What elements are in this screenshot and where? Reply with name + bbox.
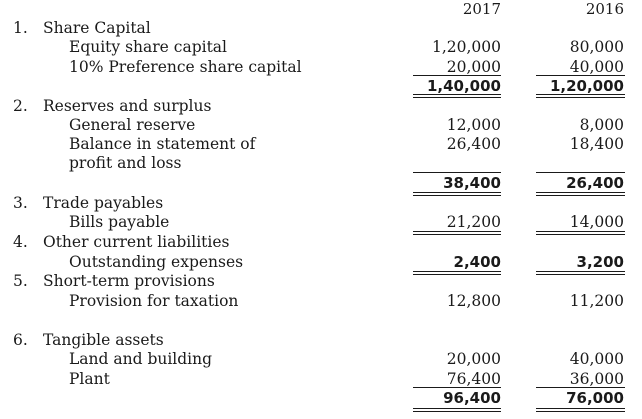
total-double-rule-bottom: [413, 195, 501, 196]
value-2016-provision-for-taxation: 11,200: [569, 292, 624, 310]
section-title-other-current-liabilities: Other current liabilities: [43, 233, 230, 251]
section-number: 4.: [13, 233, 28, 251]
total-double-rule-bottom: [536, 195, 625, 196]
section-number: 5.: [13, 272, 28, 290]
section-title-short-term-provisions: Short-term provisions: [43, 272, 215, 290]
section-title-tangible-assets: Tangible assets: [43, 331, 164, 349]
total-double-rule-top: [536, 271, 625, 272]
total-2017-reserves: 38,400: [443, 174, 501, 192]
total-double-rule-top: [413, 192, 501, 193]
item-label-outstanding-expenses: Outstanding expenses: [69, 253, 244, 271]
subtotal-rule: [413, 75, 501, 76]
total-2016-reserves: 26,400: [566, 174, 624, 192]
value-2016-balance-statement: 18,400: [569, 135, 624, 153]
value-2016-land-and-building: 40,000: [569, 350, 624, 368]
item-label-equity-share-capital: Equity share capital: [69, 38, 228, 56]
total-double-rule-top: [413, 408, 501, 409]
section-number: 3.: [13, 194, 28, 212]
item-label-land-and-building: Land and building: [69, 350, 213, 368]
subtotal-rule: [536, 172, 625, 173]
section-title-share-capital: Share Capital: [43, 19, 151, 37]
total-double-rule-bottom: [536, 411, 625, 412]
value-2017-land-and-building: 20,000: [446, 350, 501, 368]
year-2017-header: 2017: [462, 0, 501, 18]
value-2016-equity-share-capital: 80,000: [569, 38, 624, 56]
item-label-balance-statement: Balance in statement of: [69, 135, 256, 153]
total-2016-share-capital: 1,20,000: [549, 77, 624, 95]
total-2017-tangible-assets: 96,400: [443, 389, 501, 407]
section-title-reserves-and-surplus: Reserves and surplus: [43, 97, 212, 115]
value-2016-bills-payable: 14,000: [569, 213, 624, 231]
total-double-rule-top: [536, 192, 625, 193]
total-double-rule-bottom: [413, 274, 501, 275]
value-2017-balance-statement: 26,400: [446, 135, 501, 153]
total-double-rule-bottom: [536, 97, 625, 98]
section-number: 6.: [13, 331, 28, 349]
total-2016-tangible-assets: 76,000: [566, 389, 624, 407]
total-double-rule-bottom: [413, 97, 501, 98]
item-label-provision-for-taxation: Provision for taxation: [69, 292, 239, 310]
value-2017-provision-for-taxation: 12,800: [446, 292, 501, 310]
value-2016-general-reserve: 8,000: [579, 116, 624, 134]
subtotal-rule: [413, 387, 501, 388]
total-double-rule-bottom: [413, 411, 501, 412]
total-double-rule-top: [413, 94, 501, 95]
value-2017-plant: 76,400: [446, 370, 501, 388]
total-double-rule-top: [536, 231, 625, 232]
section-number: 2.: [13, 97, 28, 115]
total-2017-share-capital: 1,40,000: [426, 77, 501, 95]
total-double-rule-bottom: [536, 234, 625, 235]
item-label-balance-statement-cont: profit and loss: [69, 154, 182, 172]
total-double-rule-top: [413, 271, 501, 272]
value-2016-outstanding-expenses: 3,200: [576, 253, 624, 271]
total-double-rule-bottom: [413, 234, 501, 235]
item-label-bills-payable: Bills payable: [69, 213, 170, 231]
total-double-rule-top: [536, 408, 625, 409]
total-double-rule-top: [413, 231, 501, 232]
total-double-rule-bottom: [536, 274, 625, 275]
section-title-trade-payables: Trade payables: [43, 194, 164, 212]
value-2017-bills-payable: 21,200: [446, 213, 501, 231]
item-label-plant: Plant: [69, 370, 110, 388]
value-2017-general-reserve: 12,000: [446, 116, 501, 134]
year-2016-header: 2016: [585, 0, 624, 18]
subtotal-rule: [536, 75, 625, 76]
value-2017-equity-share-capital: 1,20,000: [431, 38, 501, 56]
subtotal-rule: [536, 387, 625, 388]
value-2016-plant: 36,000: [569, 370, 624, 388]
section-number: 1.: [13, 19, 28, 37]
total-double-rule-top: [536, 94, 625, 95]
item-label-preference-share-capital: 10% Preference share capital: [69, 58, 302, 76]
value-2017-outstanding-expenses: 2,400: [453, 253, 501, 271]
subtotal-rule: [413, 172, 501, 173]
item-label-general-reserve: General reserve: [69, 116, 196, 134]
value-2017-preference-share-capital: 20,000: [446, 58, 501, 76]
value-2016-preference-share-capital: 40,000: [569, 58, 624, 76]
